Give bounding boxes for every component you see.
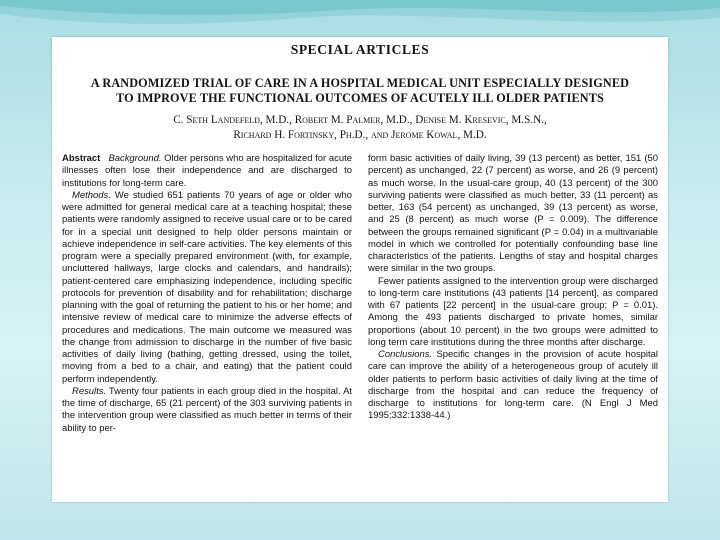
results-label: Results. bbox=[72, 385, 107, 397]
results-paragraph bbox=[62, 386, 352, 435]
conclusions-paragraph bbox=[368, 349, 658, 423]
methods-paragraph bbox=[62, 190, 352, 386]
results-continued-paragraph: form basic activities of daily living, 39 (13 percent) as better, 151 (50 percent) as unchanged, 22 (7 percent) as worse, and 26 (9 percent) as much worse. In the usual-care group, 40 (13 percent) of the 300 surviving patients were classified as much better, 33 (11 percent) as better, 163 (54 percent) as unchanged, 39 (13 percent) as worse, and 25 (8 percent) as much worse (P = 0.009). The difference between the groups remained significant (P = 0.04) in a multivariable model in which we controlled for potentially confounding base line characteristics of the patients. Lengths of stay and hospital charges were similar in the two groups. bbox=[368, 153, 658, 275]
background-text: Older persons who are hospitalized for acute illnesses often lose their independence and are discharged to institutions for long-term care. bbox=[62, 153, 353, 189]
article-title-line-1: A RANDOMIZED TRIAL OF CARE IN A HOSPITAL MEDICAL UNIT ESPECIALLY DESIGNED bbox=[90, 76, 630, 90]
results-text: Twenty four patients in each group died in the hospital. At the time of discharge, 65 (21 percent) of the 303 surviving patients in the intervention group were classified as much better in terms of their ability to per- bbox=[62, 385, 352, 434]
discharge-paragraph: Fewer patients assigned to the intervention group were discharged to long-term care institutions (43 patients [14 percent], as compared with 67 patients [22 percent] in the usual-care group; P = 0.01). Among the 493 patients discharged to private homes, similar proportions (about 10 percent) in the two groups were admitted to long term care institutions during the three months after discharge. bbox=[368, 275, 658, 348]
abstract-body bbox=[62, 153, 658, 435]
methods-label: Methods. bbox=[72, 189, 111, 201]
author-line-1: C. Seth Landefeld, M.D., Robert M. Palmer, M.D., Denise M. Kresevic, M.S.N., bbox=[173, 114, 547, 126]
abstract-left-column bbox=[62, 153, 352, 435]
author-line-2: Richard H. Fortinsky, Ph.D., and Jerome Kowal, M.D. bbox=[233, 128, 487, 141]
article-title-line-2: TO IMPROVE THE FUNCTIONAL OUTCOMES OF ACUTELY ILL OLDER PATIENTS bbox=[116, 90, 604, 105]
conclusions-label: Conclusions. bbox=[378, 349, 433, 360]
methods-text: We studied 651 patients 70 years of age or older who were admitted for general medical care at a teaching hospital; these patients were randomly assigned to receive usual care or to be cared for in a special unit designed to help older persons maintain or achieve independence in self-care activities. The key elements of this program were a specially prepared environment (with, for example, uncluttered hallways, large clocks and calendars, and handrails); patient-centered care emphasizing independence, including specific protocols for prevention of disability and for rehabilitation; discharge planning with the goal of returning the patient to his or her home; and intensive review of medical care to minimize the adverse effects of procedures and medications. The main outcome we measured was the change from admission to discharge in the number of five basic activities of daily living (bathing, getting dressed, using the toilet, moving from a bed to a chair, and eating) that the patient could perform independently. bbox=[62, 189, 352, 385]
background-paragraph bbox=[62, 153, 352, 190]
article-title bbox=[62, 76, 658, 105]
article-page bbox=[52, 37, 668, 502]
abstract-label: Abstract bbox=[62, 153, 101, 164]
background-label: Background. bbox=[108, 153, 162, 164]
section-heading: SPECIAL ARTICLES bbox=[290, 42, 430, 57]
abstract-right-column bbox=[368, 153, 658, 435]
conclusions-text: Specific changes in the provision of acute hospital care can improve the ability of a heterogeneous group of acutely ill older patients to perform basic activities of daily living at the time of discharge from the hospital and can reduce the frequency of discharge to institutions for long-term care. (N Engl J Med 1995;332:1338-44.) bbox=[368, 349, 658, 422]
author-list bbox=[62, 113, 658, 142]
